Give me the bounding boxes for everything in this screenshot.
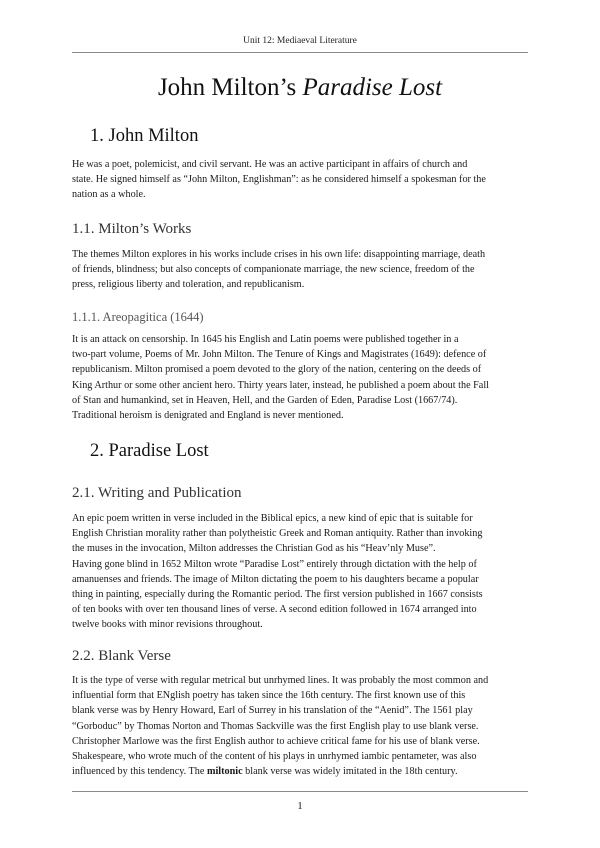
page-number: 1 <box>297 800 303 812</box>
text-line-last <box>72 764 532 779</box>
text-line: It is the type of verse with regular metrical but unrhymed lines. It was probably the most common and <box>72 675 489 686</box>
text-line: twelve books with minor revisions throughout. <box>72 619 263 631</box>
paragraph-miltons-works <box>72 247 532 293</box>
text-line: The themes Milton explores in his works include crises in his own life: disappointing marriage, death <box>72 249 486 260</box>
text-line: of ten books with over ten thousand lines of verse. A second edition followed in 1674 arranged into <box>72 604 477 616</box>
document-title <box>72 74 528 102</box>
text-before-bold: influenced by this tendency. The <box>72 766 207 778</box>
text-line: English Christian morality rather than polytheistic Greek and Roman antiquity. Rather than invoking <box>72 528 483 540</box>
heading-john-milton: 1. John Milton <box>90 126 199 146</box>
text-line: amanuenses and friends. The image of Milton dictating the poem to his daughters became a popular <box>72 573 479 585</box>
text-line: King Arthur or some other ancient hero. Thirty years later, instead, he published a poem about the Fall <box>72 379 489 391</box>
text-line: republicanism. Milton promised a poem devoted to the glory of the nation, centering on the deeds of <box>72 364 482 376</box>
text-line: of friends, blindness; but also concepts of companionate marriage, the new science, freedom of the <box>72 264 475 276</box>
text-line: state. He signed himself as “John Milton, Englishman”: as he considered himself a spokesman for the <box>72 174 486 186</box>
running-header: Unit 12: Mediaeval Literature <box>243 36 357 46</box>
heading-blank-verse: 2.2. Blank Verse <box>72 648 171 664</box>
text-line: Shakespeare, who wrote much of the content of his plays in unrhymed iambic pentameter, was also <box>72 751 477 763</box>
text-line: blank verse was by Henry Howard, Earl of Surrey in his translation of the “Aenid”. The 1561 play <box>72 705 473 717</box>
text-line: Having gone blind in 1652 Milton wrote “Paradise Lost” entirely through dictation with the help of <box>72 558 477 570</box>
footer-rule <box>72 791 528 792</box>
heading-paradise-lost: 2. Paradise Lost <box>90 441 209 461</box>
text-line: It is an attack on censorship. In 1645 his English and Latin poems were published together in a <box>72 334 459 345</box>
paragraph-john-milton <box>72 157 532 203</box>
text-line: press, religious liberty and toleration, and republicanism. <box>72 279 305 291</box>
text-line: two-part volume, Poems of Mr. John Milton. The Tenure of Kings and Magistrates (1649): defence of <box>72 349 487 361</box>
bold-term: miltonic <box>206 766 243 778</box>
text-line: Traditional heroism is denigrated and England is never mentioned. <box>72 410 344 422</box>
text-line: influential form that ENglish poetry has taken since the 16th century. The first known use of this <box>72 690 466 702</box>
text-line: An epic poem written in verse included in the Biblical epics, a new kind of epic that is suitable for <box>72 513 473 524</box>
title-plain: John Milton’s <box>157 74 303 101</box>
text-after-bold: blank verse was widely imitated in the 18th century. <box>242 766 458 778</box>
text-line: the muses in the invocation, Milton addresses the Christian God as his “Heav’nly Muse”. <box>72 543 436 555</box>
heading-areopagitica: 1.1.1. Areopagitica (1644) <box>72 310 204 324</box>
header-rule <box>72 52 528 53</box>
text-line: Christopher Marlowe was the first English author to achieve critical fame for his use of blank verse. <box>72 735 480 747</box>
text-line: nation as a whole. <box>72 189 146 201</box>
text-line: He was a poet, polemicist, and civil servant. He was an active participant in affairs of church and <box>72 159 468 170</box>
paragraph-writing-publication <box>72 511 532 633</box>
text-line: of Stan and humankind, set in Heaven, Hell, and the Garden of Eden, Paradise Lost (1667/74). <box>72 394 458 406</box>
heading-writing-publication: 2.1. Writing and Publication <box>72 485 242 501</box>
paragraph-areopagitica <box>72 332 532 423</box>
title-italic: Paradise Lost <box>302 74 443 101</box>
text-line: thing in painting, especially during the Romantic period. The first version published in 1667 consists <box>72 589 483 601</box>
heading-miltons-works: 1.1. Milton’s Works <box>72 221 192 237</box>
paragraph-blank-verse <box>72 673 532 779</box>
text-line: “Gorboduc” by Thomas Norton and Thomas Sackville was the first English play to use blank verse. <box>72 720 479 732</box>
